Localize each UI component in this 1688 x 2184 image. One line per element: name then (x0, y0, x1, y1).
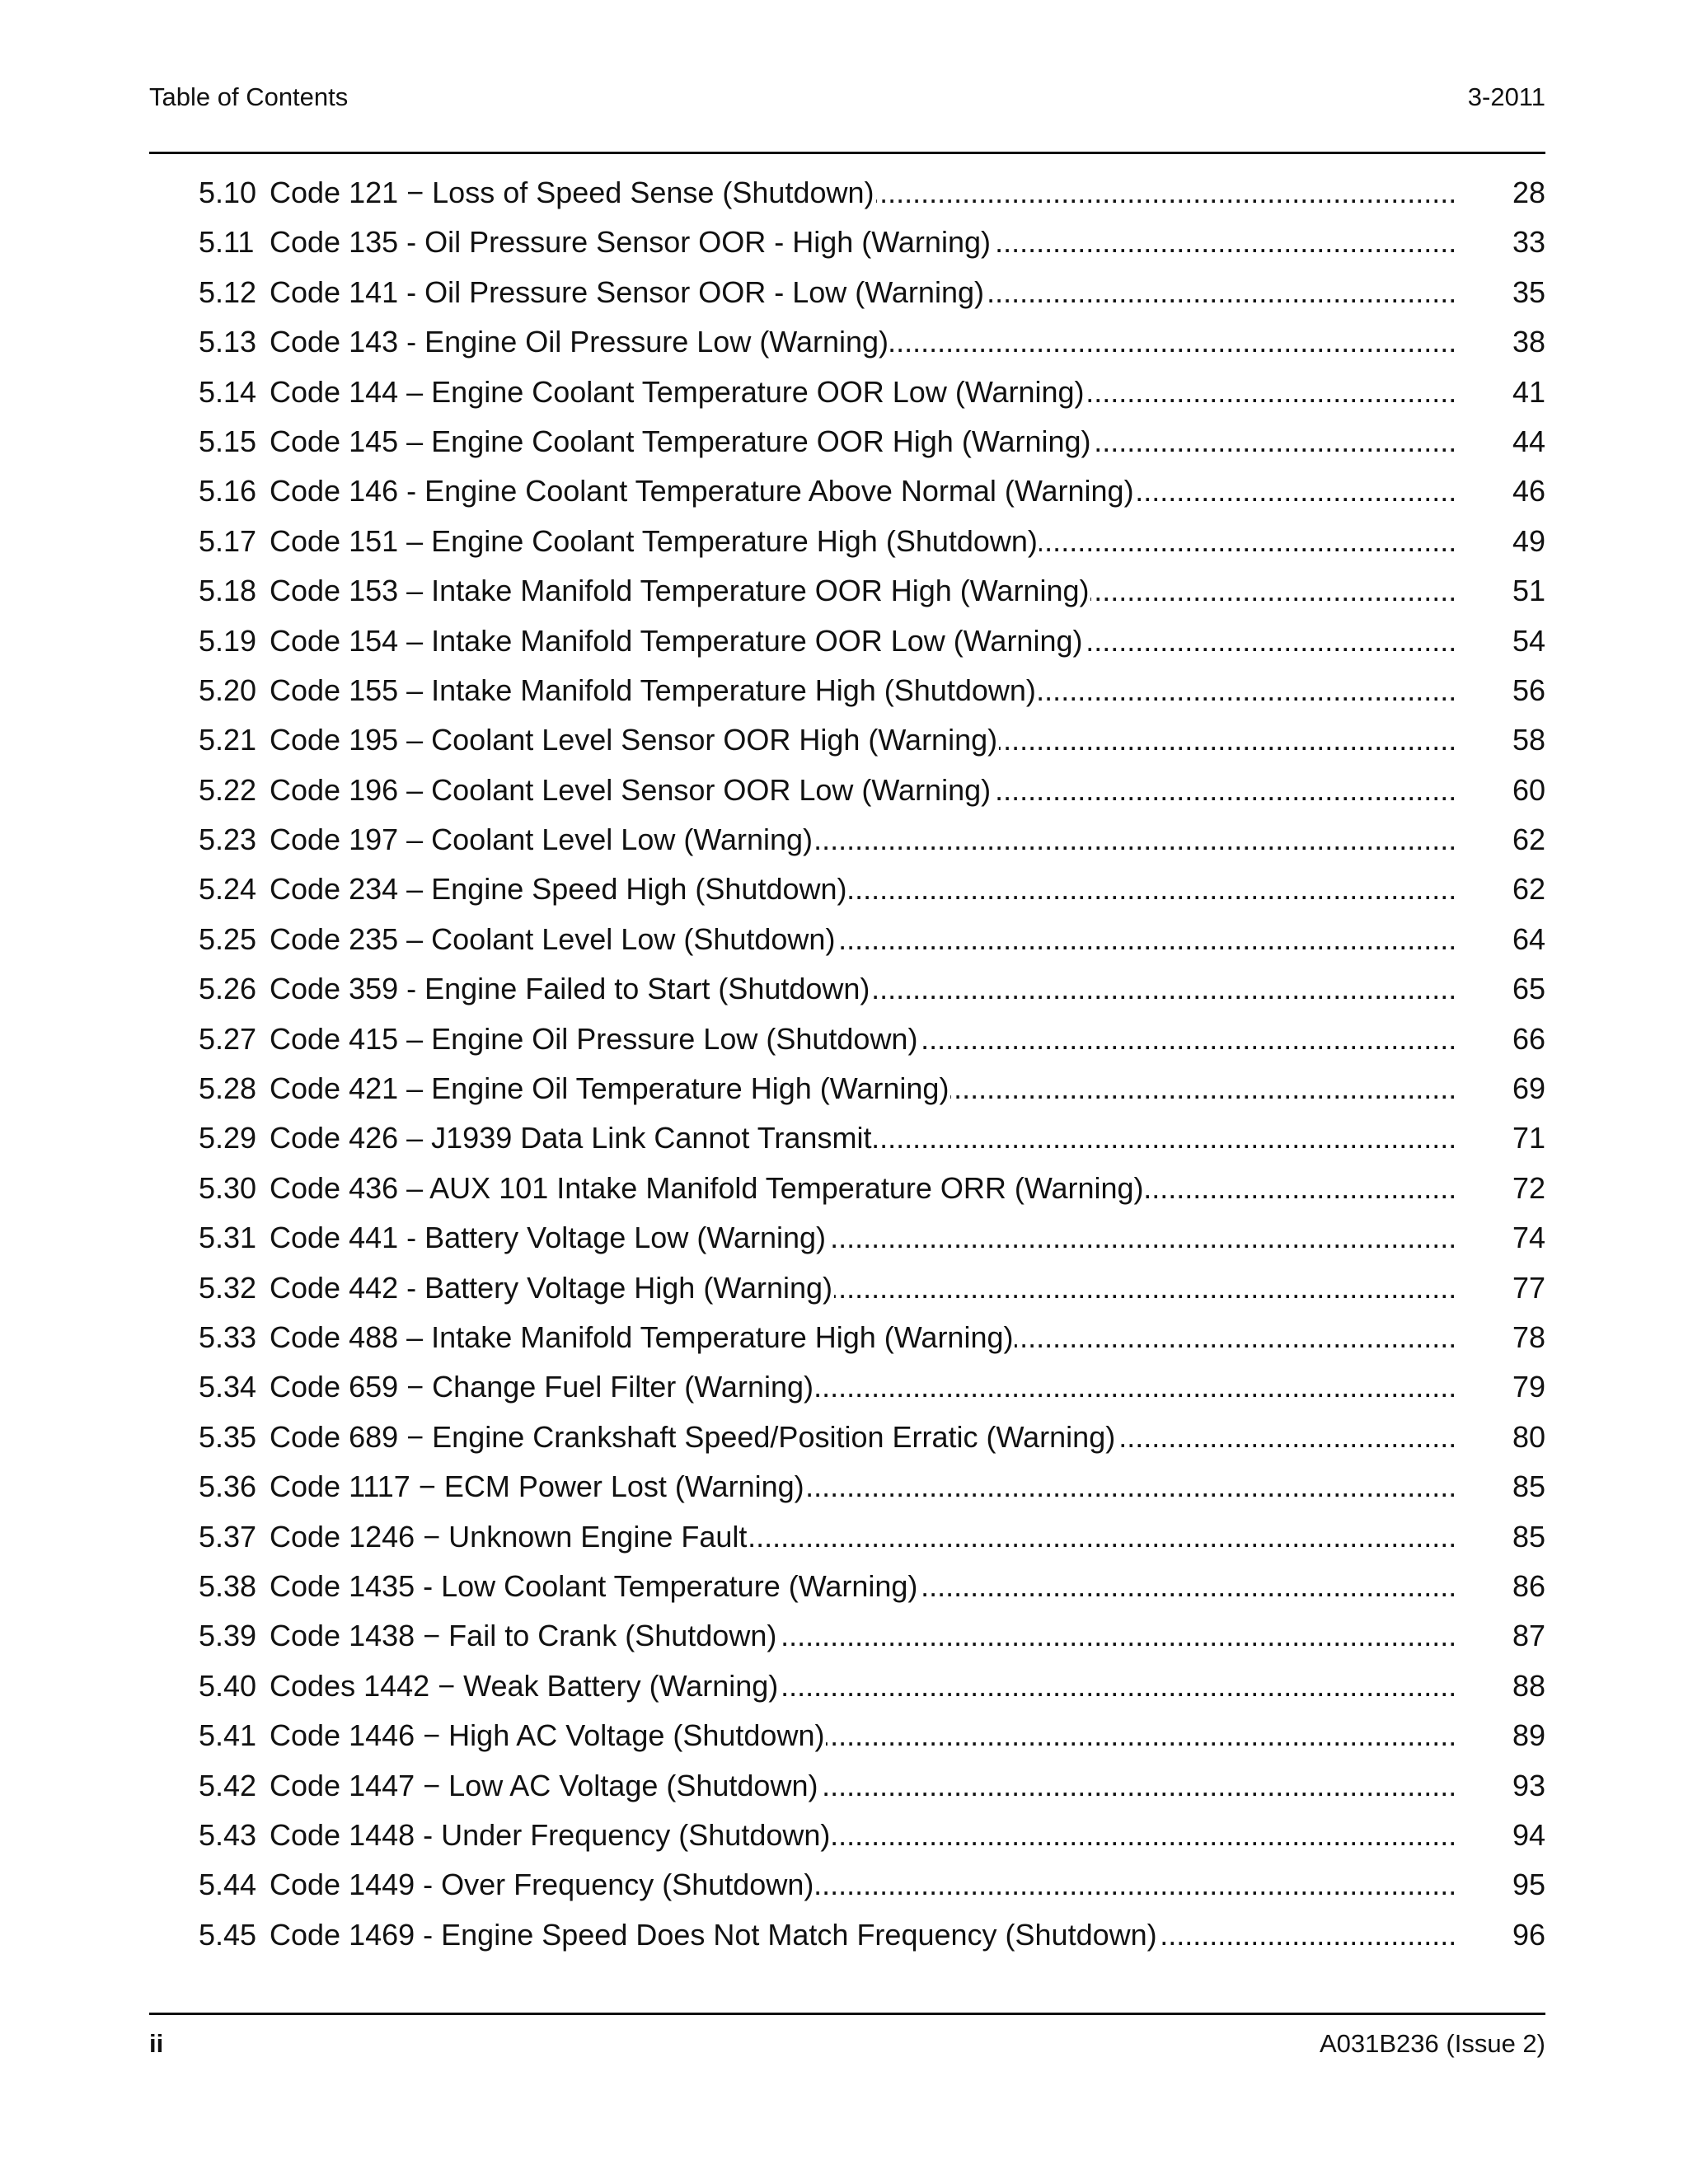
toc-entry-number: 5.41 (199, 1718, 257, 1753)
toc-entry-leader (270, 368, 1454, 417)
toc-entry[interactable] (199, 1462, 1545, 1511)
footer-page-number: ii (149, 2029, 164, 2058)
toc-entry-title: Code 1435 - Low Coolant Temperature (Warning) (270, 1568, 918, 1603)
toc-entry[interactable] (199, 666, 1545, 715)
toc-entry-title: Code 1448 - Under Frequency (Shutdown) (270, 1817, 831, 1852)
toc-entry-title: Code 196 – Coolant Level Sensor OOR Low (Warning) (270, 772, 992, 807)
toc-entry-leader (270, 1015, 1454, 1064)
toc-entry-page: 58 (1512, 723, 1545, 757)
toc-entry-title: Code 143 - Engine Oil Pressure Low (Warning) (270, 325, 889, 359)
toc-entry-title: Code 141 - Oil Pressure Sensor OOR - Low (Warning) (270, 274, 984, 309)
toc-entry-number: 5.43 (199, 1817, 257, 1852)
toc-entry-page: 62 (1512, 872, 1545, 907)
toc-entry-page: 77 (1512, 1270, 1545, 1305)
toc-entry-title: Code 442 - Battery Voltage High (Warning) (270, 1270, 833, 1305)
toc-entry-page: 93 (1512, 1768, 1545, 1802)
toc-entry-leader (270, 666, 1454, 715)
footer-doc-id: A031B236 (Issue 2) (1319, 2029, 1545, 2058)
toc-entry-page: 66 (1512, 1021, 1545, 1056)
toc-entry-leader (270, 1362, 1454, 1412)
toc-entry-leader (270, 1761, 1454, 1811)
toc-entry-leader (270, 616, 1454, 666)
toc-entry[interactable] (199, 1064, 1545, 1113)
toc-entry[interactable] (199, 715, 1545, 765)
toc-entry[interactable] (199, 616, 1545, 666)
toc-entry-number: 5.18 (199, 574, 257, 608)
toc-entry-leader (270, 566, 1454, 616)
toc-entry-number: 5.42 (199, 1768, 257, 1802)
toc-entry-title: Code 234 – Engine Speed High (Shutdown) (270, 872, 847, 907)
toc-entry[interactable] (199, 1362, 1545, 1412)
toc-entry-title: Code 1469 - Engine Speed Does Not Match Frequency (Shutdown) (270, 1917, 1157, 1952)
toc-entry-leader (270, 168, 1454, 218)
toc-entry-page: 65 (1512, 972, 1545, 1006)
toc-list (199, 168, 1545, 1960)
toc-entry-page: 79 (1512, 1370, 1545, 1404)
toc-entry-page: 54 (1512, 623, 1545, 658)
toc-entry-page: 72 (1512, 1170, 1545, 1205)
toc-entry[interactable] (199, 1413, 1545, 1462)
toc-entry-page: 85 (1512, 1519, 1545, 1554)
toc-entry[interactable] (199, 1213, 1545, 1263)
toc-entry-leader (270, 1263, 1454, 1313)
toc-entry-number: 5.40 (199, 1668, 257, 1703)
toc-entry[interactable] (199, 1860, 1545, 1910)
toc-entry-title: Code 146 - Engine Coolant Temperature Above Normal (Warning) (270, 474, 1134, 509)
toc-entry-title: Code 151 – Engine Coolant Temperature High (Shutdown) (270, 523, 1038, 558)
toc-entry-title: Code 1446 − High AC Voltage (Shutdown) (270, 1718, 825, 1753)
toc-entry-page: 88 (1512, 1668, 1545, 1703)
toc-entry-page: 62 (1512, 823, 1545, 857)
toc-entry-leader (270, 1313, 1454, 1362)
toc-entry-title: Code 154 – Intake Manifold Temperature OOR Low (Warning) (270, 623, 1083, 658)
toc-entry-leader (270, 1164, 1454, 1213)
toc-entry-number: 5.25 (199, 921, 257, 956)
toc-entry[interactable] (199, 466, 1545, 516)
toc-entry-number: 5.34 (199, 1370, 257, 1404)
toc-entry-title: Code 1447 − Low AC Voltage (Shutdown) (270, 1768, 818, 1802)
toc-entry-number: 5.31 (199, 1221, 257, 1255)
toc-entry[interactable] (199, 1910, 1545, 1960)
toc-entry-title: Code 421 – Engine Oil Temperature High (Warning) (270, 1071, 950, 1106)
toc-entry-number: 5.10 (199, 176, 257, 209)
toc-entry[interactable] (199, 766, 1545, 815)
toc-entry-leader (270, 766, 1454, 815)
toc-entry[interactable] (199, 1811, 1545, 1860)
toc-entry-leader (270, 1512, 1454, 1562)
toc-entry-leader (270, 218, 1454, 267)
toc-entry-page: 74 (1512, 1221, 1545, 1255)
toc-entry[interactable] (199, 168, 1545, 218)
toc-entry[interactable] (199, 1661, 1545, 1711)
toc-entry-title: Code 415 – Engine Oil Pressure Low (Shutdown) (270, 1021, 918, 1056)
toc-entry-title: Code 359 - Engine Failed to Start (Shutdown) (270, 972, 870, 1006)
toc-entry-title: Code 1117 − ECM Power Lost (Warning) (270, 1469, 804, 1504)
toc-entry[interactable] (199, 1164, 1545, 1213)
header-divider (149, 152, 1545, 154)
toc-entry-title: Code 235 – Coolant Level Low (Shutdown) (270, 921, 836, 956)
toc-entry-number: 5.38 (199, 1568, 257, 1603)
toc-entry-page: 71 (1512, 1121, 1545, 1155)
toc-entry[interactable] (199, 368, 1545, 417)
toc-entry-number: 5.19 (199, 623, 257, 658)
toc-entry[interactable] (199, 1512, 1545, 1562)
toc-entry-number: 5.39 (199, 1619, 257, 1653)
toc-entry-title: Code 145 – Engine Coolant Temperature OOR High (Warning) (270, 424, 1091, 458)
toc-entry-number: 5.17 (199, 523, 257, 558)
toc-entry-leader (270, 317, 1454, 367)
toc-entry-leader (270, 1860, 1454, 1910)
page-footer (149, 2029, 1545, 2065)
toc-entry-leader (270, 1811, 1454, 1860)
toc-entry[interactable] (199, 517, 1545, 566)
toc-entry-number: 5.20 (199, 673, 257, 707)
toc-entry-title: Code 426 – J1939 Data Link Cannot Transmit (270, 1121, 872, 1155)
toc-entry-page: 51 (1512, 574, 1545, 608)
toc-entry-leader (270, 268, 1454, 317)
toc-entry-number: 5.36 (199, 1469, 257, 1504)
toc-entry-title: Code 659 − Change Fuel Filter (Warning) (270, 1370, 814, 1404)
toc-entry-page: 80 (1512, 1419, 1545, 1454)
toc-entry-title: Code 1438 − Fail to Crank (Shutdown) (270, 1619, 777, 1653)
toc-entry-title: Code 121 − Loss of Speed Sense (Shutdown) (270, 176, 874, 209)
toc-entry-number: 5.29 (199, 1121, 257, 1155)
toc-entry-leader (270, 1661, 1454, 1711)
toc-entry[interactable] (199, 1313, 1545, 1362)
toc-entry[interactable] (199, 218, 1545, 267)
toc-entry-leader (270, 915, 1454, 964)
toc-entry[interactable] (199, 964, 1545, 1014)
toc-entry-title: Code 441 - Battery Voltage Low (Warning) (270, 1221, 827, 1255)
toc-entry-leader (270, 1910, 1454, 1960)
toc-entry-title: Code 155 – Intake Manifold Temperature High (Shutdown) (270, 673, 1036, 707)
header-title: Table of Contents (149, 82, 349, 111)
toc-entry-page: 33 (1512, 225, 1545, 260)
toc-entry-leader (270, 466, 1454, 516)
toc-entry-leader (270, 1064, 1454, 1113)
toc-entry-leader (270, 1113, 1454, 1163)
toc-entry-number: 5.37 (199, 1519, 257, 1554)
toc-entry-leader (270, 517, 1454, 566)
toc-entry[interactable] (199, 1611, 1545, 1661)
toc-entry-page: 35 (1512, 274, 1545, 309)
toc-entry-title: Code 135 - Oil Pressure Sensor OOR - High (Warning) (270, 225, 991, 260)
toc-entry-number: 5.23 (199, 823, 257, 857)
toc-entry-leader (270, 1611, 1454, 1661)
toc-entry-page: 95 (1512, 1868, 1545, 1902)
header-date: 3-2011 (1467, 82, 1545, 111)
toc-entry-page: 41 (1512, 374, 1545, 409)
toc-entry-page: 89 (1512, 1718, 1545, 1753)
toc-entry-page: 86 (1512, 1568, 1545, 1603)
toc-entry-title: Code 153 – Intake Manifold Temperature OOR High (Warning) (270, 574, 1090, 608)
toc-entry-number: 5.11 (199, 225, 255, 260)
page-header (149, 82, 1545, 119)
toc-entry-number: 5.32 (199, 1270, 257, 1305)
toc-entry-title: Codes 1442 − Weak Battery (Warning) (270, 1668, 779, 1703)
toc-entry-number: 5.22 (199, 772, 257, 807)
toc-entry[interactable] (199, 865, 1545, 914)
toc-entry-leader (270, 417, 1454, 466)
toc-entry-number: 5.27 (199, 1021, 257, 1056)
toc-entry-page: 28 (1512, 176, 1545, 209)
toc-entry-leader (270, 865, 1454, 914)
toc-entry-number: 5.30 (199, 1170, 257, 1205)
toc-entry-page: 44 (1512, 424, 1545, 458)
toc-entry-page: 87 (1512, 1619, 1545, 1653)
toc-entry-number: 5.14 (199, 374, 257, 409)
toc-entry[interactable] (199, 1761, 1545, 1811)
footer-divider (149, 2013, 1545, 2015)
toc-entry-page: 85 (1512, 1469, 1545, 1504)
toc-entry-page: 64 (1512, 921, 1545, 956)
toc-entry[interactable] (199, 566, 1545, 616)
toc-entry[interactable] (199, 815, 1545, 865)
toc-entry-number: 5.26 (199, 972, 257, 1006)
toc-entry-leader (270, 815, 1454, 865)
toc-entry-page: 38 (1512, 325, 1545, 359)
toc-entry-title: Code 144 – Engine Coolant Temperature OOR Low (Warning) (270, 374, 1085, 409)
toc-entry-leader (270, 1213, 1454, 1263)
toc-entry-number: 5.21 (199, 723, 257, 757)
toc-entry-number: 5.44 (199, 1868, 257, 1902)
toc-entry-number: 5.24 (199, 872, 257, 907)
toc-entry[interactable] (199, 915, 1545, 964)
toc-entry-number: 5.35 (199, 1419, 257, 1454)
toc-entry-number: 5.16 (199, 474, 257, 509)
toc-entry-leader (270, 964, 1454, 1014)
toc-entry-title: Code 197 – Coolant Level Low (Warning) (270, 823, 814, 857)
toc-entry-number: 5.45 (199, 1917, 257, 1952)
toc-entry[interactable] (199, 1711, 1545, 1760)
toc-entry-number: 5.28 (199, 1071, 257, 1106)
toc-entry-leader (270, 715, 1454, 765)
toc-entry-page: 56 (1512, 673, 1545, 707)
toc-entry-title: Code 436 – AUX 101 Intake Manifold Temperature ORR (Warning) (270, 1170, 1144, 1205)
toc-entry-title: Code 1449 - Over Frequency (Shutdown) (270, 1868, 814, 1902)
toc-entry-title: Code 1246 − Unknown Engine Fault (270, 1519, 748, 1554)
toc-entry[interactable] (199, 417, 1545, 466)
toc-entry-title: Code 488 – Intake Manifold Temperature High (Warning) (270, 1319, 1014, 1354)
toc-entry-title: Code 195 – Coolant Level Sensor OOR High (Warning) (270, 723, 998, 757)
toc-entry-leader (270, 1413, 1454, 1462)
toc-entry-number: 5.33 (199, 1319, 257, 1354)
toc-entry-page: 69 (1512, 1071, 1545, 1106)
toc-entry-leader (270, 1462, 1454, 1511)
toc-entry[interactable] (199, 1263, 1545, 1313)
toc-entry[interactable] (199, 317, 1545, 367)
toc-entry[interactable] (199, 1562, 1545, 1611)
toc-entry-page: 49 (1512, 523, 1545, 558)
toc-entry-number: 5.13 (199, 325, 257, 359)
toc-entry-number: 5.15 (199, 424, 257, 458)
toc-entry-page: 60 (1512, 772, 1545, 807)
toc-entry-leader (270, 1562, 1454, 1611)
toc-entry-page: 94 (1512, 1817, 1545, 1852)
toc-entry[interactable] (199, 1113, 1545, 1163)
toc-entry-page: 78 (1512, 1319, 1545, 1354)
toc-entry-leader (270, 1711, 1454, 1760)
toc-entry-page: 96 (1512, 1917, 1545, 1952)
toc-entry-title: Code 689 − Engine Crankshaft Speed/Position Erratic (Warning) (270, 1419, 1116, 1454)
toc-entry[interactable] (199, 1015, 1545, 1064)
toc-entry-page: 46 (1512, 474, 1545, 509)
toc-entry[interactable] (199, 268, 1545, 317)
toc-entry-number: 5.12 (199, 274, 257, 309)
